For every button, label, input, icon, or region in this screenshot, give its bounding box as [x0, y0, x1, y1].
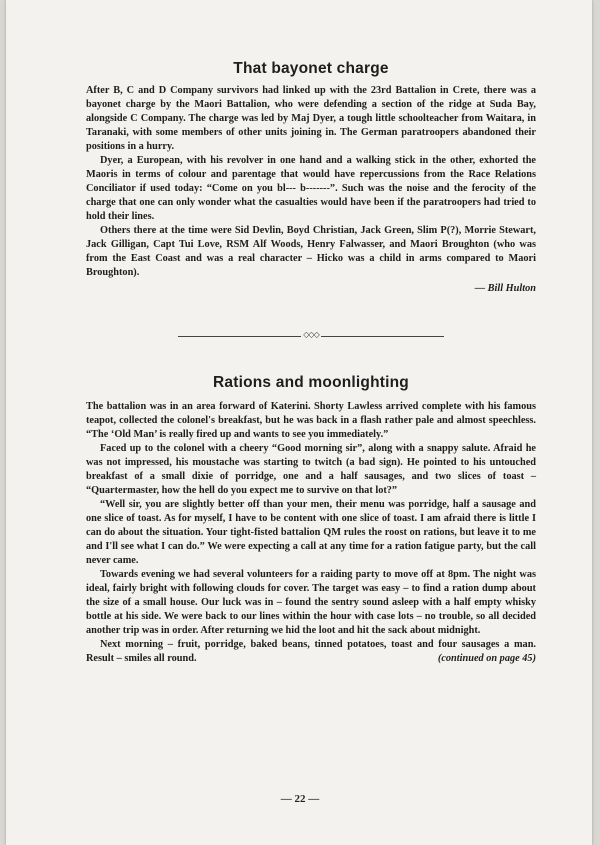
article-rations-moonlighting	[86, 374, 536, 666]
paragraph: The battalion was in an area forward of Katerini. Shorty Lawless arrived complete with his famous teapot, collected the colonel's breakfast, but he was back in a flash rather pale and almost speechless. “The ‘Old Man’ is really fired up and wants to see you immediately.”	[86, 401, 536, 440]
paragraph: After B, C and D Company survivors had linked up with the 23rd Battalion in Crete, there was a bayonet charge by the Maori Battalion, who were defending a section of the ridge at Suda Bay, alongside C Company. The charge was led by Maj Dyer, a tough little schoolteacher from Waitara, in Taranaki, with some members of other units joining in. The German paratroopers abandoned their positions in a hurry.	[86, 85, 536, 152]
paragraph: Others there at the time were Sid Devlin, Boyd Christian, Jack Green, Slim P(?), Morrie Stewart, Jack Gilligan, Capt Tui Love, RSM Alf Woods, Henry Falwasser, and Maori Broughton (who was from the East Coast and was a real character – Hicko was a child in arms compared to Maori Broughton).	[86, 225, 536, 278]
page-number: — 22 —	[280, 793, 320, 805]
article-bayonet-charge	[86, 60, 536, 296]
paragraph: Towards evening we had several volunteers for a raiding party to move off at 8pm. The night was ideal, fairly bright with following clouds for cover. The target was easy – to find a ration dump about the size of a small house. Our luck was in – found the sentry sound asleep with a half empty whisky bottle at his side. We were back to our lines within the hour with case lots – no trouble, so all decided another trip was in order. After returning we hid the loot and hit the sack about midnight.	[86, 569, 536, 636]
paragraph: Faced up to the colonel with a cheery “Good morning sir”, along with a snappy salute. Afraid he was not impressed, his moustache was starting to twitch (a bad sign). He pointed to his untouched breakfast of a small dixie of porridge, one and a half sausages, and two slices of toast – “Quartermaster, how the hell do you expect me to survive on that lot?”	[86, 443, 536, 496]
page-content	[86, 60, 536, 666]
divider-ornament-icon: ◇◇◇	[303, 330, 319, 339]
continued-note: (continued on page 45)	[437, 653, 536, 664]
section-divider	[86, 330, 536, 344]
paragraph-text: Next morning – fruit, porridge, baked beans, tinned potatoes, toast and four sausages a man. Result – smiles all round.	[86, 639, 536, 664]
article-title: Rations and moonlighting	[213, 374, 409, 391]
author-signature: — Bill Hulton	[474, 283, 536, 294]
paragraph: Dyer, a European, with his revolver in one hand and a walking stick in the other, exhorted the Maoris in terms of colour and parentage that would have repercussions from the Race Relations Conciliator if used today: “Come on you bl--- b-------”. Such was the noise and the ferocity of the charge that one can only wonder what the casualties would have been if the paratroopers had tried to hold their lines.	[86, 155, 536, 222]
document-page	[6, 0, 592, 845]
article-title: That bayonet charge	[233, 60, 389, 77]
paragraph: “Well sir, you are slightly better off than your men, their menu was porridge, half a sausage and one slice of toast. As for myself, I have to be content with one slice of toast. I am afraid there is little I can do about the situation. Your tight-fisted battalion QM rules the roost on rations, but leave it to me and I'll see what I can do.” We were expecting a call at any time for a ration fatigue party, but the call never came.	[86, 499, 536, 566]
paragraph-last	[86, 638, 536, 666]
